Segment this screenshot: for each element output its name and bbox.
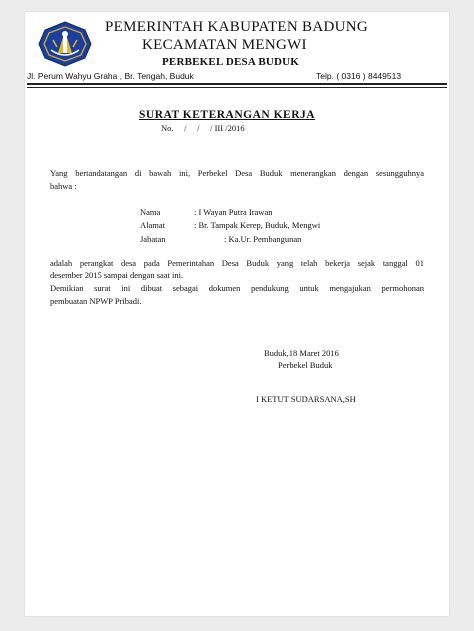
intro-paragraph-line-1: Yang bertandatangan di bawah ini, Perbekel Desa Buduk menerangkan dengan sesungguhnya bbox=[50, 168, 424, 178]
header-district-name: KECAMATAN MENGWI bbox=[142, 37, 307, 53]
signature-name: I KETUT SUDARSANA,SH bbox=[256, 394, 356, 404]
body-paragraph-line-1: adalah perangkat desa pada Pemerintahan Desa Buduk yang telah bekerja sejak tanggal 01 bbox=[50, 258, 424, 268]
closing-paragraph-line-1: Demikian surat ini dibuat sebagai dokumen pendukung untuk mengajukan permohonan bbox=[50, 283, 424, 293]
badung-regency-emblem-icon bbox=[37, 20, 93, 68]
closing-paragraph-line-2: pembuatan NPWP Pribadi. bbox=[50, 296, 142, 306]
header-government-name: PEMERINTAH KABUPATEN BADUNG bbox=[105, 19, 369, 35]
letter-title: SURAT KETERANGAN KERJA bbox=[139, 109, 316, 121]
letter-page bbox=[25, 12, 449, 616]
intro-paragraph-line-2: bahwa : bbox=[50, 181, 77, 191]
field-value-name: : I Wayan Putra Irawan bbox=[194, 207, 273, 217]
field-label-name: Nama bbox=[140, 207, 161, 217]
header-office-name: PERBEKEL DESA BUDUK bbox=[162, 56, 300, 68]
header-address: Jl. Perum Wahyu Graha , Br. Tengah, Buduk bbox=[27, 71, 194, 81]
body-paragraph-line-2: desember 2015 sampai dengan saat ini. bbox=[50, 270, 184, 280]
header-phone: Telp. ( 0316 ) 8449513 bbox=[316, 71, 402, 81]
field-label-address: Alamat bbox=[140, 220, 166, 230]
field-value-address: : Br. Tampak Kerep, Buduk, Mengwi bbox=[194, 220, 321, 230]
signature-title: Perbekel Buduk bbox=[278, 360, 333, 370]
header-divider-thick bbox=[27, 83, 447, 85]
header-divider-thin bbox=[27, 87, 447, 88]
signature-place-date: Buduk,18 Maret 2016 bbox=[264, 348, 339, 358]
field-value-position: : Ka.Ur. Pembangunan bbox=[224, 234, 302, 244]
letter-number: No. / / / III /2016 bbox=[161, 123, 245, 133]
field-label-position: Jabatan bbox=[140, 234, 166, 244]
